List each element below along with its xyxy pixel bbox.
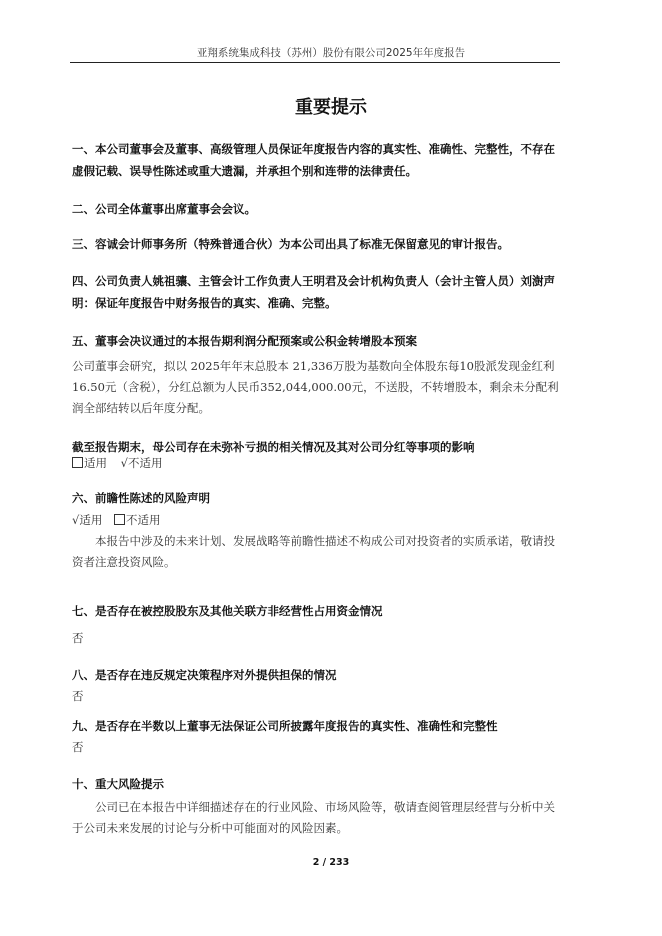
checkbox-empty-icon — [114, 514, 125, 525]
page-title: 重要提示 — [295, 97, 367, 118]
checkbox-empty-icon — [72, 457, 83, 468]
header-divider — [70, 62, 560, 63]
loss-option-applicable: 适用 — [84, 456, 107, 470]
section-7-answer: 否 — [72, 631, 84, 645]
loss-options — [72, 453, 564, 474]
section-9-answer: 否 — [72, 740, 84, 754]
section-4-text: 四、公司负责人姚祖骧、主管会计工作负责人王明君及会计机构负责人（会计主管人员）刘澍声明：保证年度报告中财务报告的真实、准确、完整。 — [72, 274, 555, 310]
loss-option-not-applicable: 不适用 — [127, 456, 163, 470]
section-8-title: 八、是否存在违反规定决策程序对外提供担保的情况 — [72, 668, 337, 682]
loss-title: 截至报告期末，母公司存在未弥补亏损的相关情况及其对公司分红等事项的影响 — [72, 440, 475, 454]
checkmark-icon: √ — [120, 456, 128, 470]
section-6-body: 本报告中涉及的未来计划、发展战略等前瞻性描述不构成公司对投资者的实质承诺，敬请投资者注意投资风险。 — [72, 534, 555, 569]
section-6-title: 六、前瞻性陈述的风险声明 — [72, 491, 210, 505]
section-3-text: 三、容诚会计师事务所（特殊普通合伙）为本公司出具了标准无保留意见的审计报告。 — [72, 237, 509, 251]
section-9-title: 九、是否存在半数以上董事无法保证公司所披露年度报告的真实性、准确性和完整性 — [72, 719, 498, 733]
section-7-title: 七、是否存在被控股股东及其他关联方非经营性占用资金情况 — [72, 604, 383, 618]
section-10-body: 公司已在本报告中详细描述存在的行业风险、市场风险等，敬请查阅管理层经营与分析中关于公司未来发展的讨论与分析中可能面对的风险因素。 — [72, 800, 555, 835]
section-5-title: 五、董事会决议通过的本报告期利润分配预案或公积金转增股本预案 — [72, 334, 417, 348]
running-header: 亚翔系统集成科技（苏州）股份有限公司2025年年度报告 — [196, 47, 466, 59]
section-1-text: 一、本公司董事会及董事、高级管理人员保证年度报告内容的真实性、准确性、完整性，不存在虚假记载、误导性陈述或重大遗漏，并承担个别和连带的法律责任。 — [72, 142, 555, 178]
s6-option-applicable: 适用 — [79, 513, 103, 527]
section-6-options — [72, 510, 564, 531]
section-2-text: 二、公司全体董事出席董事会会议。 — [72, 202, 256, 216]
page-number: 2 / 233 — [312, 857, 350, 868]
section-8-answer: 否 — [72, 689, 84, 703]
checkmark-icon: √ — [72, 513, 80, 527]
s6-option-not-applicable: 不适用 — [125, 513, 161, 527]
section-5-body: 公司董事会研究，拟以 2025年年末总股本 21,336万股为基数向全体股东每10股派发现金红利16.50元（含税），分红总额为人民币352,044,000.00元，不送股，不转增股本，剩余未分配利润全部结转以后年度分配。 — [72, 359, 559, 415]
section-10-title: 十、重大风险提示 — [72, 777, 164, 791]
